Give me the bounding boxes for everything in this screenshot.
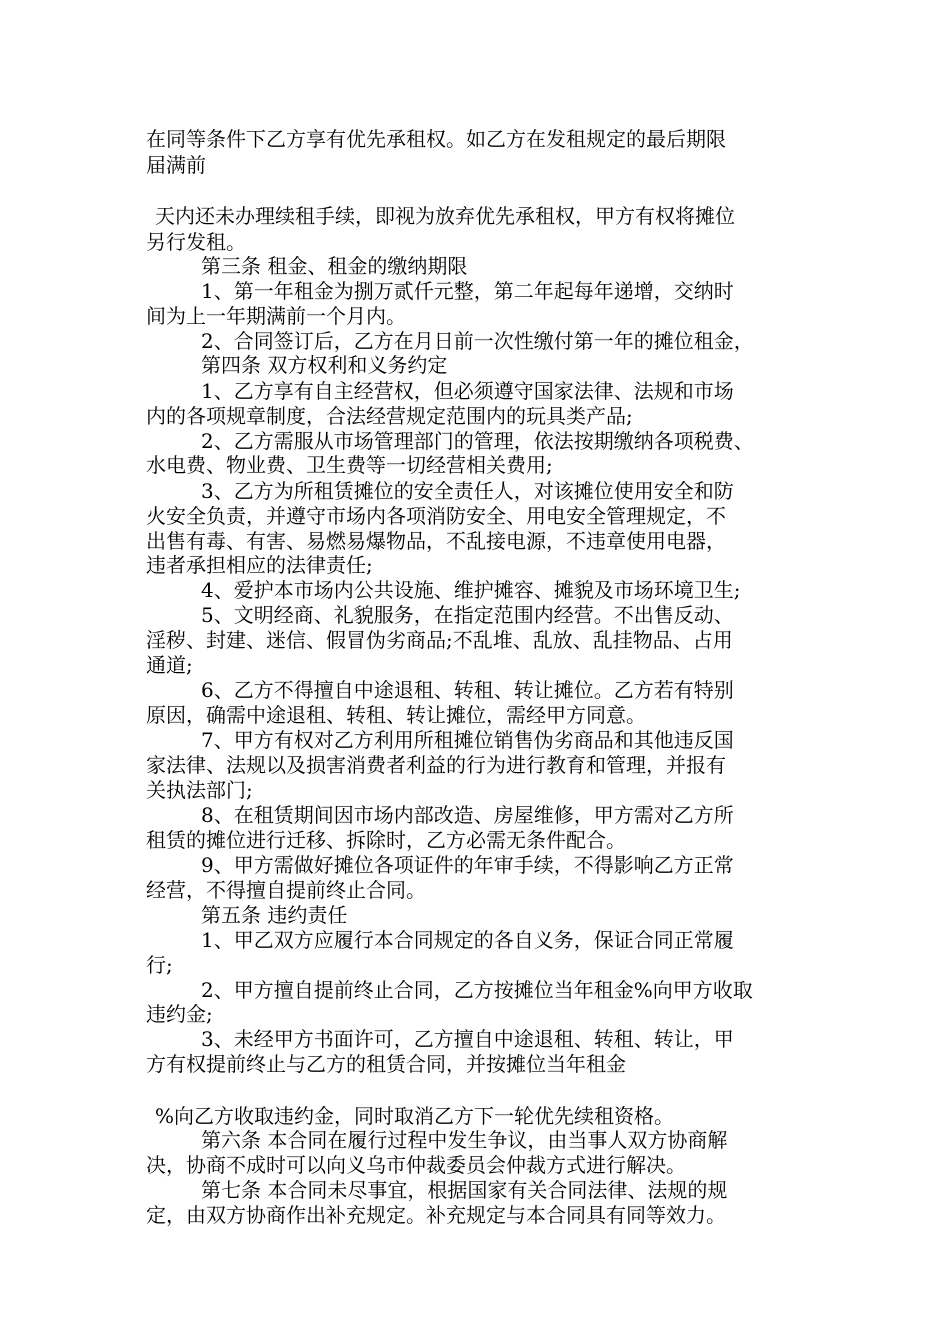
text-line: 第六条 本合同在履行过程中发生争议，由当事人双方协商解: [201, 1128, 728, 1152]
text-line: 7、甲方有权对乙方利用所租摊位销售伪劣商品和其他违反国: [201, 728, 734, 752]
text-line: 原因，确需中途退租、转租、转让摊位，需经甲方同意。: [146, 703, 646, 727]
text-line: 家法律、法规以及损害消费者利益的行为进行教育和管理，并报有: [146, 753, 726, 777]
text-line: 火安全负责，并遵守市场内各项消防安全、用电安全管理规定，不: [146, 504, 726, 528]
text-line: 租赁的摊位进行迁移、拆除时，乙方必需无条件配合。: [146, 828, 626, 852]
text-line: 间为上一年期满前一个月内。: [146, 304, 406, 328]
text-line: 通道;: [146, 653, 193, 677]
text-line: 届满前: [146, 153, 206, 177]
text-line: 违者承担相应的法律责任;: [146, 553, 373, 577]
text-line: 违约金;: [146, 1002, 213, 1026]
text-line: 关执法部门;: [146, 778, 253, 802]
text-line: 2、甲方擅自提前终止合同，乙方按摊位当年租金%向甲方收取: [201, 978, 753, 1002]
text-line: 方有权提前终止与乙方的租赁合同，并按摊位当年租金: [146, 1052, 626, 1076]
section-heading: 第三条 租金、租金的缴纳期限: [201, 254, 468, 278]
text-line: 4、爱护本市场内公共设施、维护摊容、摊貌及市场环境卫生;: [201, 578, 741, 602]
text-line: 天内还未办理续租手续，即视为放弃优先承租权，甲方有权将摊位: [155, 204, 735, 228]
text-line: 行;: [146, 953, 173, 977]
text-line: 5、文明经商、礼貌服务，在指定范围内经营。不出售反动、: [201, 603, 734, 627]
text-line: 3、未经甲方书面许可，乙方擅自中途退租、转租、转让，甲: [201, 1027, 734, 1051]
text-line: 第七条 本合同未尽事宜，根据国家有关合同法律、法规的规: [201, 1178, 728, 1202]
text-line: 水电费、物业费、卫生费等一切经营相关费用;: [146, 453, 553, 477]
text-line: 6、乙方不得擅自中途退租、转租、转让摊位。乙方若有特别: [201, 678, 734, 702]
text-line: 1、第一年租金为捌万贰仟元整，第二年起每年递增，交纳时: [201, 279, 734, 303]
text-line: 9、甲方需做好摊位各项证件的年审手续，不得影响乙方正常: [201, 853, 734, 877]
text-line: 2、合同签订后，乙方在月日前一次性缴付第一年的摊位租金，: [201, 329, 754, 353]
text-line: 淫秽、封建、迷信、假冒伪劣商品;不乱堆、乱放、乱挂物品、占用: [146, 628, 733, 652]
text-line: 2、乙方需服从市场管理部门的管理，依法按期缴纳各项税费、: [201, 429, 754, 453]
section-heading: 第四条 双方权利和义务约定: [201, 353, 448, 377]
text-line: 定，由双方协商作出补充规定。补充规定与本合同具有同等效力。: [146, 1203, 726, 1227]
text-line: 在同等条件下乙方享有优先承租权。如乙方在发租规定的最后期限: [146, 127, 726, 151]
section-heading: 第五条 违约责任: [201, 903, 348, 927]
text-line: %向乙方收取违约金，同时取消乙方下一轮优先续租资格。: [155, 1104, 675, 1128]
text-line: 3、乙方为所租赁摊位的安全责任人，对该摊位使用安全和防: [201, 479, 734, 503]
text-line: 1、乙方享有自主经营权，但必须遵守国家法律、法规和市场: [201, 379, 734, 403]
text-line: 决，协商不成时可以向义乌市仲裁委员会仲裁方式进行解决。: [146, 1153, 686, 1177]
text-line: 出售有毒、有害、易燃易爆物品，不乱接电源，不违章使用电器，: [146, 529, 726, 553]
text-line: 经营，不得擅自提前终止合同。: [146, 878, 426, 902]
text-line: 内的各项规章制度，合法经营规定范围内的玩具类产品;: [146, 404, 633, 428]
text-line: 另行发租。: [146, 230, 246, 254]
text-line: 1、甲乙双方应履行本合同规定的各自义务，保证合同正常履: [201, 928, 734, 952]
text-line: 8、在租赁期间因市场内部改造、房屋维修，甲方需对乙方所: [201, 803, 734, 827]
